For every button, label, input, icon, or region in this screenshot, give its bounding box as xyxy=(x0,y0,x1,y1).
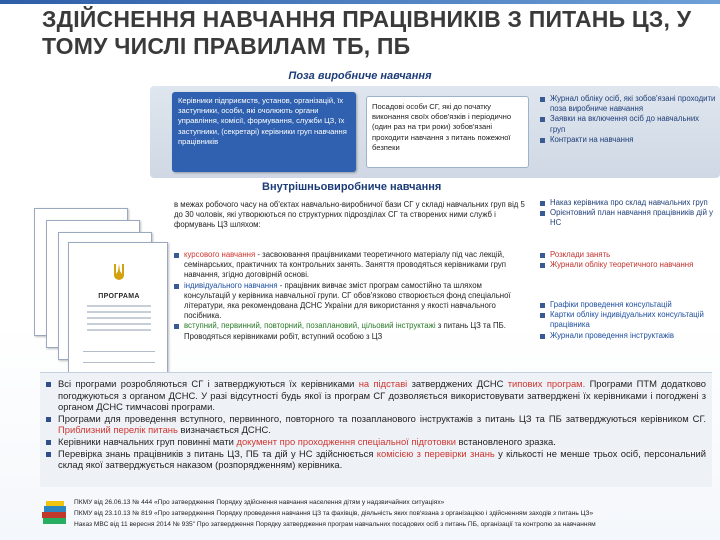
note-text: Керівники навчальних груп повинні мати xyxy=(58,435,237,447)
highlighted-text: комісією з перевірки знань xyxy=(376,447,495,459)
list-item xyxy=(540,135,716,145)
note-text: Всі програми розробляються СГ і затверджуються їх керівниками xyxy=(58,378,359,389)
document-text-lines xyxy=(87,305,151,335)
list-item xyxy=(174,281,526,322)
trident-emblem-icon xyxy=(113,263,125,281)
highlighted-text: на підставі xyxy=(358,378,408,389)
list-item-text: Картки обліку індивідуальних консультацій працівника xyxy=(550,310,704,330)
list-item-text: Графіки проведення консультацій xyxy=(550,300,672,309)
bullet-icon xyxy=(46,452,51,457)
list-item xyxy=(540,208,716,228)
list-item-text: Журнал обліку осіб, які зобов'язані проходити поза виробниче навчання xyxy=(550,94,716,114)
program-document xyxy=(68,242,168,376)
internal-documents-group-1 xyxy=(540,198,716,229)
list-item-text: Журнали обліку теоретичного навчання xyxy=(550,260,694,270)
bullet-icon xyxy=(540,117,545,122)
bottom-note xyxy=(46,378,706,413)
note-text: встановленого зразка. xyxy=(455,435,556,447)
list-item-text: Журнали проведення інструктажів xyxy=(550,330,675,340)
note-text: Програми ПТМ додатково погоджуються з органом ДСНС. У разі відсутності будь якої із програм СГ дозволяється використовувати затверджені їх керівниками і погоджені з органом ДСНС тимчасові програми. xyxy=(58,378,707,413)
bullet-icon xyxy=(540,138,545,143)
bullet-icon xyxy=(540,201,545,206)
bottom-note xyxy=(46,413,706,436)
internal-training-methods xyxy=(174,250,526,342)
method-description: - працівник вивчає зміст програм самостійно та шляхом консультацій у керівника навчальної групи. СГ обов'язково створюється фонд спеціальної літератури, яка рекомендована ДСНС України для використання у якості навчального посібника. xyxy=(184,280,511,321)
method-term: індивідуального навчання xyxy=(184,280,278,290)
highlighted-text: Приблизний перелік питань xyxy=(58,424,178,436)
bullet-icon xyxy=(174,324,179,329)
bullet-icon xyxy=(46,382,51,387)
list-item-text: Наказ керівника про склад навчальних груп xyxy=(550,198,708,207)
bottom-note xyxy=(46,436,706,448)
list-item xyxy=(540,331,716,341)
list-item xyxy=(540,300,716,310)
bullet-icon xyxy=(46,440,51,445)
bullet-icon xyxy=(46,417,51,422)
program-heading: ПРОГРАМА xyxy=(98,293,140,300)
list-item xyxy=(540,260,716,270)
bottom-note xyxy=(46,448,706,471)
footer-reference: ПКМУ від 26.06.13 № 444 «Про затвердження Порядку здійснення навчання населення дітям у надзвичайних ситуаціях» xyxy=(74,499,445,506)
method-description: з питань ЦЗ та ПБ. Проводяться керівниками робіт, вступний особою з ЦЗ xyxy=(184,321,506,341)
list-item xyxy=(540,114,716,134)
internal-training-heading: Внутрішньовиробниче навчання xyxy=(262,181,442,193)
note-text: Програми для проведення вступного, первинного, повторного та позапланового інструктажів з питань ЦЗ та ПБ затверджуються керівником СГ. xyxy=(58,412,706,424)
list-item xyxy=(540,94,716,114)
list-item xyxy=(540,250,716,260)
books-icon xyxy=(40,498,68,528)
officials-box: Посадові особи СГ, які до початку виконання своїх обов'язків і періодично (один раз на три роки) зобов'язані проходити навчання з питань пожежної безпеки xyxy=(366,96,529,168)
top-accent-strip xyxy=(0,0,720,4)
bullet-icon xyxy=(540,253,545,258)
external-documents-list xyxy=(540,94,716,145)
list-item-text: Орієнтовний план навчання працівників дій у НС xyxy=(550,208,714,228)
footer-reference: ПКМУ від 23.10.13 № 819 «Про затвердження Порядку проведення навчання ЦЗ та фахівців, діяльність яких пов'язана з організацією і здійсненням заходів з питань ЦЗ» xyxy=(74,510,594,517)
highlighted-text: типових програм. xyxy=(507,378,586,389)
footer-references xyxy=(74,497,716,530)
footer-reference: Наказ МВС від 11 вересня 2014 № 935" Про затвердження Порядку затвердження програм навчальних посадових осіб з питань ПБ, організації та контролю за навчанням xyxy=(74,521,596,528)
method-term: вступний, первинний, повторний, позаплановий, цільовий інструктажі xyxy=(184,321,436,331)
internal-documents-group-2 xyxy=(540,250,716,270)
bottom-notes-list xyxy=(46,378,706,471)
note-text: Перевірка знань працівників з питань ЦЗ, ПБ та дій у НС здійснюється xyxy=(58,447,377,459)
leaders-box: Керівники підприємств, установ, організацій, їх заступники, особи, які очолюють органи управління, комісії, формування, служби ЦЗ, їх заступники, (секретарі) керівники груп навчання працівників xyxy=(172,92,356,172)
list-item-text: Заявки на включення осіб до навчальних груп xyxy=(550,114,700,134)
page-title: ЗДІЙСНЕННЯ НАВЧАННЯ ПРАЦІВНИКІВ З ПИТАНЬ ЦЗ, У ТОМУ ЧИСЛІ ПРАВИЛАМ ТБ, ПБ xyxy=(42,6,692,59)
note-text: у кількості не менше трьох осіб, персональний склад якої затверджується наказом (розпорядженням) керівника. xyxy=(58,447,706,471)
list-item-text: Розклади занять xyxy=(550,250,611,259)
bullet-icon xyxy=(540,334,545,339)
document-stamp-area xyxy=(83,351,155,363)
bullet-icon xyxy=(540,263,545,268)
bullet-icon xyxy=(174,253,179,258)
highlighted-text: документ про проходження спеціальної підготовки xyxy=(236,435,456,447)
internal-training-intro: в межах робочого часу на об'єктах навчально-виробничої бази СГ у складі навчальних груп від 5 до 30 чоловік, які утворюються по структурних підрозділах СГ та створених ними служб і формувань ЦЗ шляхом: xyxy=(174,200,525,230)
internal-documents-group-3 xyxy=(540,300,716,341)
note-text: затверджених ДСНС xyxy=(407,378,508,389)
bullet-icon xyxy=(540,303,545,308)
bullet-icon xyxy=(540,211,545,216)
list-item-text: Контракти на навчання xyxy=(550,134,634,144)
method-term: курсового навчання xyxy=(184,250,256,259)
bullet-icon xyxy=(174,284,179,289)
bullet-icon xyxy=(540,97,545,102)
note-text: визначається ДСНС. xyxy=(177,424,271,436)
list-item xyxy=(174,250,526,281)
bullet-icon xyxy=(540,313,545,318)
external-training-heading: Поза виробниче навчання xyxy=(288,70,432,82)
list-item xyxy=(540,198,716,208)
method-description: - засвоювання працівниками теоретичного матеріалу під час лекцій, семінарських, практичних та контрольних занять. Заняття проводяться керівниками груп навчання, згідно договірній основі. xyxy=(184,250,506,280)
list-item xyxy=(174,321,526,341)
list-item xyxy=(540,310,716,330)
